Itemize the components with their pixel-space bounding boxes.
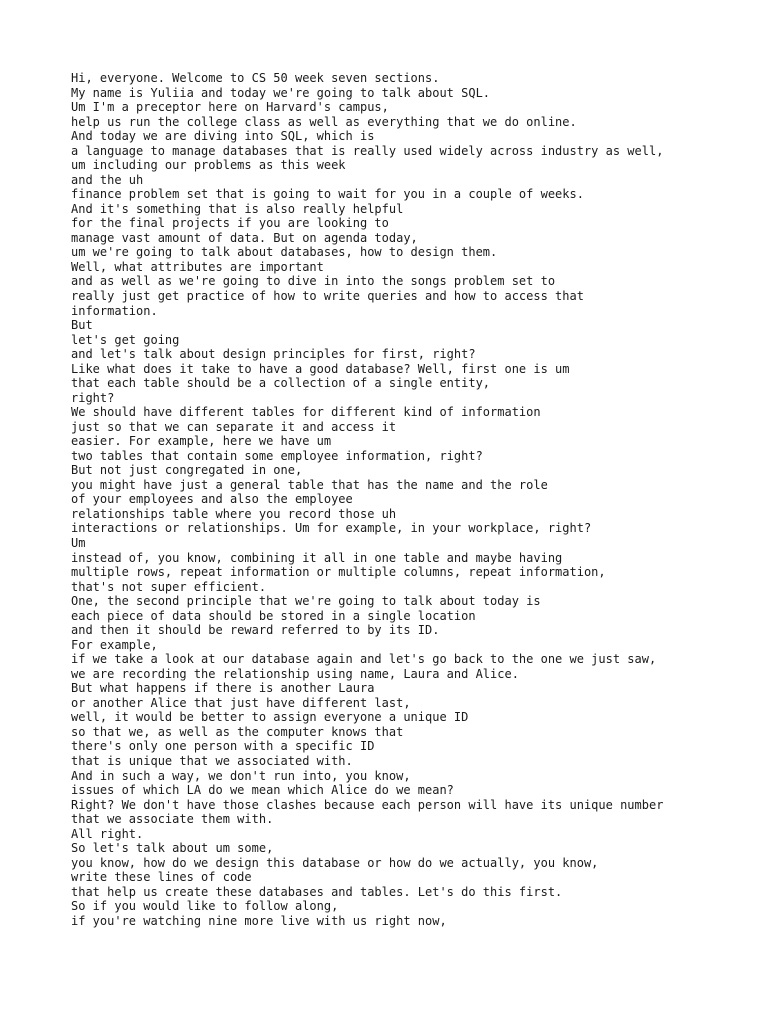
transcript-line: finance problem set that is going to wait for you in a couple of weeks.: [71, 187, 584, 202]
transcript-line: My name is Yuliia and today we're going to talk about SQL.: [71, 85, 491, 100]
transcript-text: [71, 71, 751, 928]
transcript-line: But not just congregated in one,: [71, 463, 303, 478]
transcript-line: Like what does it take to have a good database? Well, first one is um: [71, 361, 570, 376]
transcript-line: And it's something that is also really helpful: [71, 201, 404, 216]
transcript-line: easier. For example, here we have um: [71, 434, 332, 449]
transcript-line: really just get practice of how to write queries and how to access that: [71, 288, 584, 303]
transcript-line: Well, what attributes are important: [71, 259, 324, 274]
transcript-line: and the uh: [71, 172, 144, 187]
transcript-line: Right? We don't have those clashes because each person will have its unique number: [71, 797, 664, 812]
transcript-line: And today we are diving into SQL, which is: [71, 129, 375, 144]
transcript-line: We should have different tables for different kind of information: [71, 405, 541, 420]
transcript-line: or another Alice that just have different last,: [71, 695, 411, 710]
transcript-line: of your employees and also the employee: [71, 492, 353, 507]
transcript-line: interactions or relationships. Um for example, in your workplace, right?: [71, 521, 592, 536]
transcript-line: that we associate them with.: [71, 812, 274, 827]
transcript-line: manage vast amount of data. But on agenda today,: [71, 230, 418, 245]
transcript-line: relationships table where you record those uh: [71, 506, 397, 521]
transcript-line: you know, how do we design this database or how do we actually, you know,: [71, 855, 599, 870]
transcript-line: But: [71, 318, 93, 333]
transcript-line: we are recording the relationship using name, Laura and Alice.: [71, 666, 519, 681]
transcript-line: you might have just a general table that has the name and the role: [71, 477, 548, 492]
transcript-line: so that we, as well as the computer knows that: [71, 724, 404, 739]
transcript-line: write these lines of code: [71, 870, 252, 885]
transcript-line: if we take a look at our database again and let's go back to the one we just saw,: [71, 652, 657, 667]
transcript-line: that is unique that we associated with.: [71, 753, 353, 768]
transcript-line: multiple rows, repeat information or multiple columns, repeat information,: [71, 565, 606, 580]
transcript-line: well, it would be better to assign everyone a unique ID: [71, 710, 469, 725]
transcript-line: All right.: [71, 826, 144, 841]
transcript-line: instead of, you know, combining it all in one table and maybe having: [71, 550, 563, 565]
transcript-line: two tables that contain some employee information, right?: [71, 448, 483, 463]
transcript-line: So if you would like to follow along,: [71, 899, 339, 914]
transcript-line: And in such a way, we don't run into, you know,: [71, 768, 411, 783]
transcript-line: So let's talk about um some,: [71, 841, 274, 856]
transcript-line: One, the second principle that we're going to talk about today is: [71, 594, 541, 609]
transcript-line: information.: [71, 303, 158, 318]
transcript-line: right?: [71, 390, 115, 405]
transcript-line: um we're going to talk about databases, how to design them.: [71, 245, 498, 260]
transcript-line: each piece of data should be stored in a single location: [71, 608, 476, 623]
transcript-line: Hi, everyone. Welcome to CS 50 week seven sections.: [71, 71, 440, 85]
transcript-line: that's not super efficient.: [71, 579, 267, 594]
transcript-line: and let's talk about design principles for first, right?: [71, 347, 476, 362]
transcript-line: just so that we can separate it and access it: [71, 419, 397, 434]
transcript-line: Um I'm a preceptor here on Harvard's campus,: [71, 100, 389, 115]
transcript-line: For example,: [71, 637, 158, 652]
transcript-line: for the final projects if you are looking to: [71, 216, 389, 231]
transcript-line: help us run the college class as well as everything that we do online.: [71, 114, 577, 129]
transcript-line: a language to manage databases that is really used widely across industry as well,: [71, 143, 664, 158]
transcript-line: there's only one person with a specific ID: [71, 739, 375, 754]
transcript-line: that help us create these databases and tables. Let's do this first.: [71, 884, 563, 899]
transcript-line: let's get going: [71, 332, 180, 347]
transcript-line: issues of which LA do we mean which Alice do we mean?: [71, 783, 454, 798]
transcript-line: and as well as we're going to dive in into the songs problem set to: [71, 274, 556, 289]
transcript-line: But what happens if there is another Laura: [71, 681, 375, 696]
transcript-line: and then it should be reward referred to by its ID.: [71, 623, 440, 638]
transcript-line: if you're watching nine more live with us right now,: [71, 913, 447, 928]
transcript-line: Um: [71, 536, 86, 550]
transcript-line: um including our problems as this week: [71, 158, 346, 173]
transcript-line: that each table should be a collection of a single entity,: [71, 376, 491, 391]
